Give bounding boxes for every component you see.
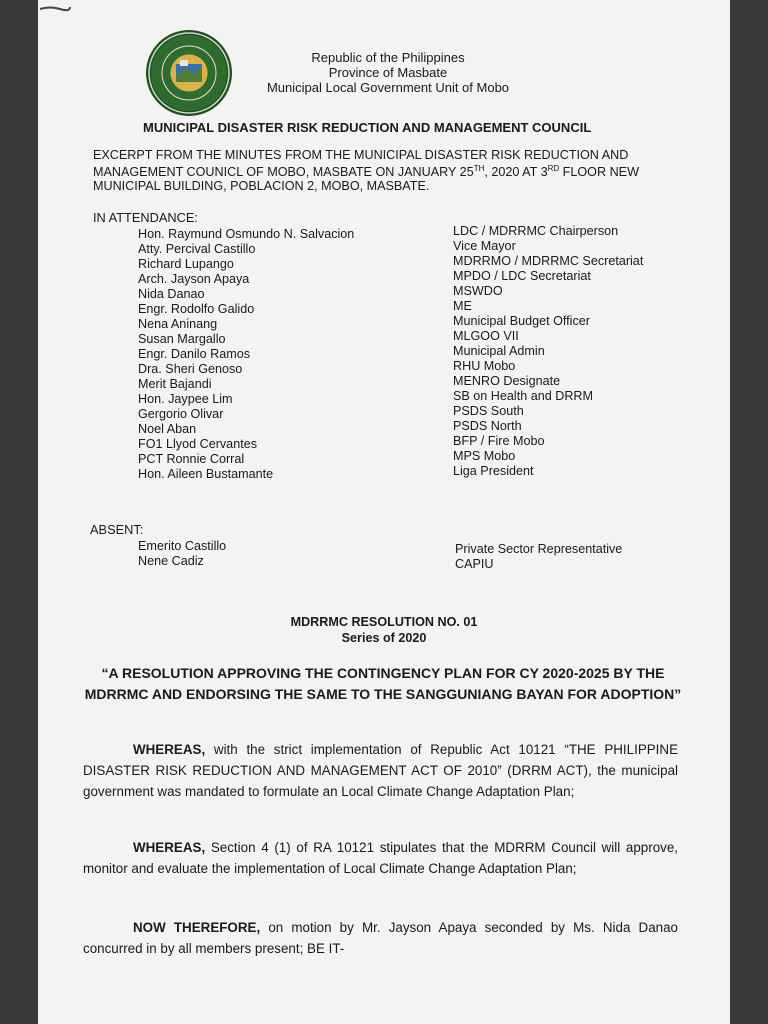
header-line-lgu: Municipal Local Government Unit of Mobo bbox=[266, 80, 510, 95]
attendee-name: Engr. Rodolfo Galido bbox=[138, 302, 255, 316]
absentee-name: Nene Cadiz bbox=[138, 554, 204, 568]
whereas-paragraph-2 bbox=[83, 837, 678, 879]
attendee-name: Gergorio Olivar bbox=[138, 407, 224, 421]
absent-label: ABSENT: bbox=[90, 522, 144, 537]
attendee-name: Hon. Aileen Bustamante bbox=[138, 467, 274, 481]
excerpt-paragraph bbox=[93, 148, 703, 193]
attendee-role: MLGOO VII bbox=[453, 329, 519, 343]
attendee-name: FO1 Llyod Cervantes bbox=[138, 437, 257, 451]
attendee-name: Susan Margallo bbox=[138, 332, 226, 346]
absentee-role: Private Sector Representative bbox=[455, 542, 623, 556]
paragraph-lead: WHEREAS, bbox=[133, 840, 206, 855]
attendee-name: Hon. Raymund Osmundo N. Salvacion bbox=[138, 227, 355, 241]
attendee-name: Arch. Jayson Apaya bbox=[138, 272, 250, 286]
attendee-name: Noel Aban bbox=[138, 422, 197, 436]
paragraph-text: on motion by Mr. Jayson Apaya seconded by Ms. Nida Danao concurred in by all members present; BE IT- bbox=[83, 920, 678, 956]
attendee-role: ME bbox=[453, 299, 472, 313]
resolution-series: Series of 2020 bbox=[341, 631, 427, 645]
resolution-title: “A RESOLUTION APPROVING THE CONTINGENCY PLAN FOR CY 2020-2025 BY THE MDRRMC AND ENDORSING THE SAME TO THE SANGGUNIANG BAYAN FOR ADOPTION” bbox=[84, 665, 682, 702]
attendee-role: MPS Mobo bbox=[453, 449, 516, 463]
absentee-role: CAPIU bbox=[455, 557, 494, 571]
header-line-republic: Republic of the Philippines bbox=[311, 50, 465, 65]
excerpt-sup-1: TH bbox=[473, 164, 485, 173]
attendee-name: Richard Lupango bbox=[138, 257, 234, 271]
excerpt-sup-2: RD bbox=[547, 164, 560, 173]
attendee-role: MPDO / LDC Secretariat bbox=[453, 269, 591, 283]
resolution-heading bbox=[38, 614, 730, 646]
attendee-role: Liga President bbox=[453, 464, 534, 478]
excerpt-text-2: , 2020 AT 3 bbox=[484, 165, 548, 180]
document-page bbox=[38, 0, 730, 1024]
attendee-role: Municipal Admin bbox=[453, 344, 545, 358]
attendee-role: RHU Mobo bbox=[453, 359, 516, 373]
absent-names bbox=[138, 539, 226, 569]
attendee-name: Hon. Jaypee Lim bbox=[138, 392, 233, 406]
attendee-role: BFP / Fire Mobo bbox=[453, 434, 545, 448]
attendee-name: Atty. Percival Castillo bbox=[138, 242, 256, 256]
attendee-role: PSDS South bbox=[453, 404, 524, 418]
attendance-label: IN ATTENDANCE: bbox=[93, 210, 198, 225]
ink-mark bbox=[38, 3, 72, 13]
paragraph-lead: NOW THEREFORE, bbox=[133, 920, 261, 935]
attendee-name: PCT Ronnie Corral bbox=[138, 452, 245, 466]
absent-roles bbox=[455, 542, 622, 572]
attendee-role: Vice Mayor bbox=[453, 239, 516, 253]
council-title: MUNICIPAL DISASTER RISK REDUCTION AND MANAGEMENT COUNCIL bbox=[143, 120, 592, 135]
absentee-name: Emerito Castillo bbox=[138, 539, 227, 553]
excerpt-text-3: FLOOR NEW MUNICIPAL BUILDING, POBLACION 2, MOBO, MASBATE. bbox=[93, 165, 639, 194]
attendee-name: Engr. Danilo Ramos bbox=[138, 347, 250, 361]
letterhead bbox=[248, 50, 528, 95]
attendee-role: SB on Health and DRRM bbox=[453, 389, 593, 403]
attendee-role: Municipal Budget Officer bbox=[453, 314, 590, 328]
attendee-name: Nida Danao bbox=[138, 287, 205, 301]
resolution-number: MDRRMC RESOLUTION NO. 01 bbox=[290, 615, 478, 629]
attendee-name: Dra. Sheri Genoso bbox=[138, 362, 243, 376]
paragraph-text: Section 4 (1) of RA 10121 stipulates that the MDRRM Council will approve, monitor and evaluate the implementation of Local Climate Change Adaptation Plan; bbox=[83, 840, 678, 876]
municipal-seal-logo bbox=[146, 30, 232, 116]
whereas-paragraph-1 bbox=[83, 739, 678, 802]
attendee-role: MENRO Designate bbox=[453, 374, 561, 388]
attendee-name: Nena Aninang bbox=[138, 317, 218, 331]
attendee-name: Merit Bajandi bbox=[138, 377, 212, 391]
attendee-role: LDC / MDRRMC Chairperson bbox=[453, 224, 619, 238]
attendee-role: MDRRMO / MDRRMC Secretariat bbox=[453, 254, 644, 268]
paragraph-text: with the strict implementation of Republic Act 10121 “THE PHILIPPINE DISASTER RISK REDUCTION AND MANAGEMENT ACT OF 2010” (DRRM ACT), the municipal government was mandated to formulate an Local Climate Change Adaptation Plan; bbox=[83, 742, 678, 799]
attendance-names bbox=[138, 227, 354, 482]
header-line-province: Province of Masbate bbox=[328, 65, 448, 80]
attendee-role: MSWDO bbox=[453, 284, 503, 298]
attendee-role: PSDS North bbox=[453, 419, 522, 433]
paragraph-lead: WHEREAS, bbox=[133, 742, 206, 757]
excerpt-text-1: EXCERPT FROM THE MINUTES FROM THE MUNICIPAL DISASTER RISK REDUCTION AND MANAGEMENT COUNICL OF MOBO, MASBATE ON JANUARY 25 bbox=[93, 148, 629, 180]
now-therefore-paragraph bbox=[83, 917, 678, 959]
attendance-roles bbox=[453, 224, 643, 479]
